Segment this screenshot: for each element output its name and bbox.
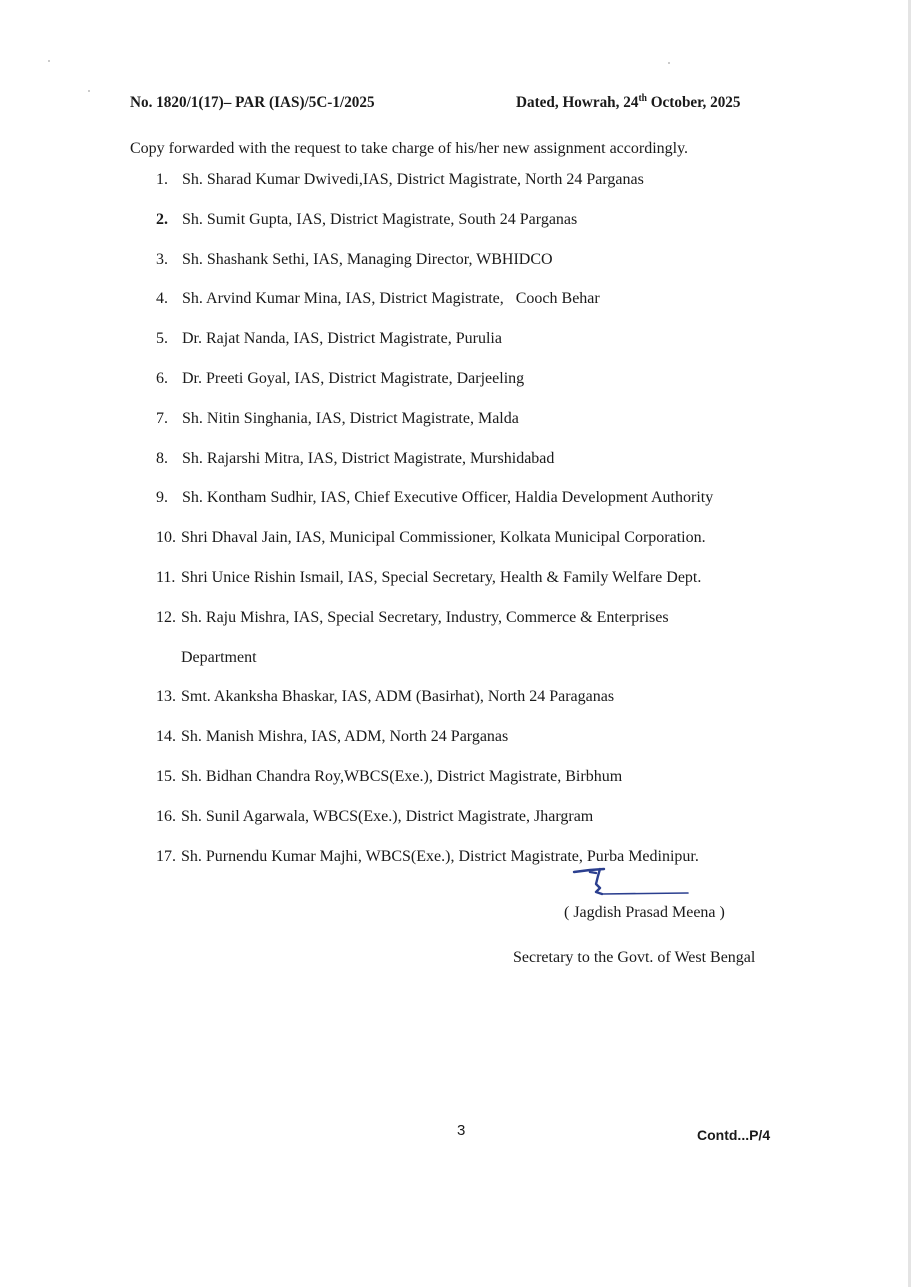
scan-speck bbox=[48, 60, 50, 62]
list-item bbox=[156, 608, 796, 648]
item-number: 16. bbox=[156, 807, 176, 825]
item-number: 5. bbox=[156, 330, 168, 348]
item-number: 4. bbox=[156, 290, 168, 308]
scan-speck bbox=[668, 62, 670, 64]
item-number: 17. bbox=[156, 847, 176, 865]
list-item bbox=[156, 687, 796, 727]
item-text: Department bbox=[181, 648, 257, 666]
list-item bbox=[156, 807, 796, 847]
list-item bbox=[156, 568, 796, 608]
item-text: Shri Dhaval Jain, IAS, Municipal Commissioner, Kolkata Municipal Corporation. bbox=[181, 529, 706, 547]
date-prefix: Dated, Howrah, 24 bbox=[516, 94, 639, 111]
signature-image bbox=[570, 866, 690, 898]
date-ordinal: th bbox=[638, 93, 647, 104]
signatory-designation: Secretary to the Govt. of West Bengal bbox=[513, 949, 756, 966]
item-number: 7. bbox=[156, 409, 168, 427]
list-item bbox=[156, 767, 796, 807]
scan-speck bbox=[88, 90, 90, 92]
continued-note: Contd...P/4 bbox=[697, 1127, 771, 1143]
item-text: Sh. Kontham Sudhir, IAS, Chief Executive Officer, Haldia Development Authority bbox=[182, 489, 714, 507]
item-text: Sh. Bidhan Chandra Roy,WBCS(Exe.), District Magistrate, Birbhum bbox=[181, 767, 623, 785]
item-text: Sh. Arvind Kumar Mina, IAS, District Magistrate, Cooch Behar bbox=[182, 290, 600, 308]
item-text: Sh. Purnendu Kumar Majhi, WBCS(Exe.), District Magistrate, Purba Medinipur. bbox=[181, 847, 699, 865]
item-text: Smt. Akanksha Bhaskar, IAS, ADM (Basirhat), North 24 Paraganas bbox=[181, 688, 615, 706]
item-text: Sh. Nitin Singhania, IAS, District Magistrate, Malda bbox=[182, 409, 519, 427]
item-text: Sh. Manish Mishra, IAS, ADM, North 24 Parganas bbox=[181, 728, 509, 746]
date-suffix: October, 2025 bbox=[646, 94, 741, 111]
item-text: Sh. Sunil Agarwala, WBCS(Exe.), District Magistrate, Jhargram bbox=[181, 807, 594, 825]
list-item bbox=[156, 409, 796, 449]
item-number: 3. bbox=[156, 250, 168, 268]
list-item bbox=[156, 329, 796, 369]
recipient-list bbox=[156, 170, 796, 886]
page-number: 3 bbox=[457, 1122, 466, 1139]
item-text: Sh. Sharad Kumar Dwivedi,IAS, District Magistrate, North 24 Parganas bbox=[182, 171, 644, 188]
list-item bbox=[156, 369, 796, 409]
item-number: 8. bbox=[156, 449, 168, 467]
item-number: 9. bbox=[156, 489, 168, 507]
item-number: 6. bbox=[156, 369, 168, 387]
item-text: Sh. Shashank Sethi, IAS, Managing Director, WBHIDCO bbox=[182, 250, 553, 268]
item-number: 15. bbox=[156, 767, 176, 785]
list-item bbox=[156, 488, 796, 528]
list-item bbox=[156, 170, 796, 210]
item-text: Dr. Preeti Goyal, IAS, District Magistrate, Darjeeling bbox=[182, 369, 525, 387]
list-item bbox=[156, 528, 796, 568]
list-item bbox=[156, 727, 796, 767]
item-text: Sh. Sumit Gupta, IAS, District Magistrate, South 24 Parganas bbox=[182, 210, 578, 228]
item-text: Dr. Rajat Nanda, IAS, District Magistrate, Purulia bbox=[182, 330, 502, 348]
list-item bbox=[156, 449, 796, 489]
item-number: 2. bbox=[156, 210, 168, 228]
intro-text: Copy forwarded with the request to take charge of his/her new assignment accordingly. bbox=[130, 140, 689, 157]
reference-number: No. 1820/1(17)– PAR (IAS)/5C-1/2025 bbox=[130, 94, 375, 111]
list-item bbox=[156, 847, 796, 887]
item-number: 10. bbox=[156, 529, 176, 547]
item-number: 1. bbox=[156, 171, 168, 188]
item-text: Sh. Raju Mishra, IAS, Special Secretary, Industry, Commerce & Enterprises bbox=[181, 608, 669, 626]
item-text: Sh. Rajarshi Mitra, IAS, District Magistrate, Murshidabad bbox=[182, 449, 555, 467]
item-number: 13. bbox=[156, 688, 176, 706]
list-item bbox=[156, 210, 796, 250]
list-item-continuation bbox=[156, 648, 796, 688]
item-text: Shri Unice Rishin Ismail, IAS, Special Secretary, Health & Family Welfare Dept. bbox=[181, 568, 702, 586]
signatory-name: ( Jagdish Prasad Meena ) bbox=[564, 904, 725, 921]
list-item bbox=[156, 289, 796, 329]
list-item bbox=[156, 250, 796, 290]
item-number: 12. bbox=[156, 608, 176, 626]
item-number: 14. bbox=[156, 728, 176, 746]
document-date bbox=[516, 94, 740, 112]
item-number: 11. bbox=[156, 568, 176, 586]
